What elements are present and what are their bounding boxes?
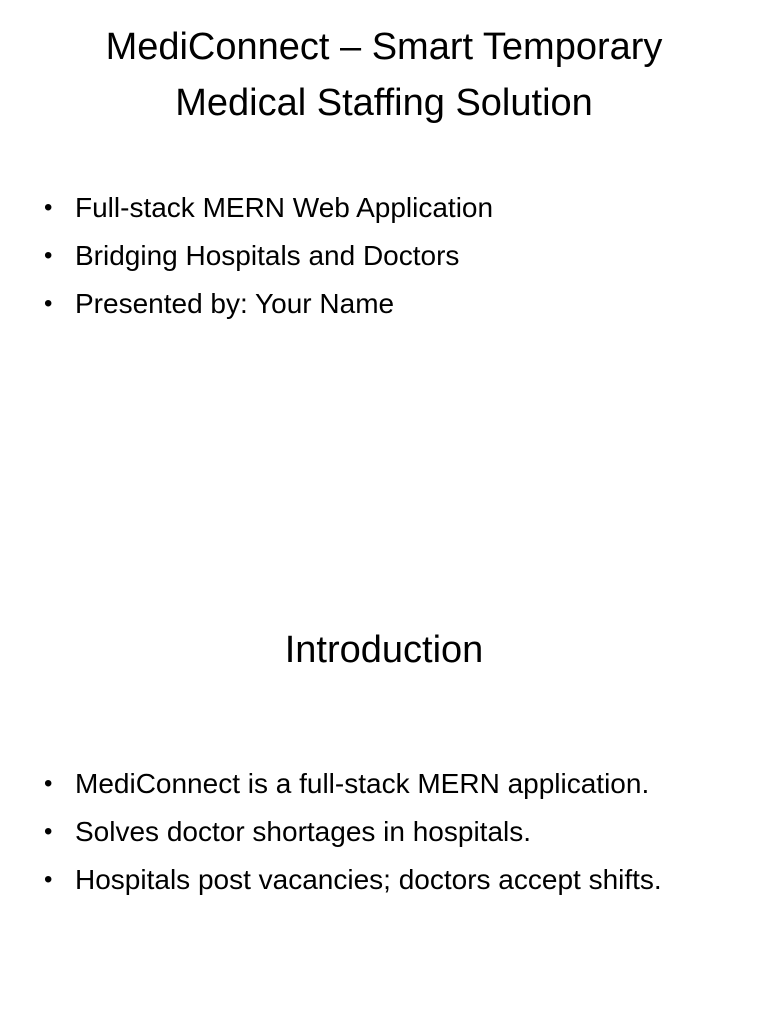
bullet-dot-icon: • bbox=[44, 290, 53, 317]
bullet-dot-icon: • bbox=[44, 818, 53, 845]
bullet-item bbox=[40, 232, 740, 280]
bullet-text: Full-stack MERN Web Application bbox=[75, 192, 494, 223]
bullet-list bbox=[40, 760, 740, 904]
title-line-2: Medical Staffing Solution bbox=[175, 82, 593, 124]
bullet-dot-icon: • bbox=[44, 194, 53, 221]
bullet-text: Bridging Hospitals and Doctors bbox=[75, 240, 460, 271]
bullet-item bbox=[40, 280, 740, 328]
bullet-item bbox=[40, 760, 740, 808]
bullet-item bbox=[40, 184, 740, 232]
title-line-1: MediConnect – Smart Temporary bbox=[105, 26, 663, 68]
bullet-text: Presented by: Your Name bbox=[75, 288, 395, 319]
bullet-item bbox=[40, 856, 740, 904]
bullet-item bbox=[40, 808, 740, 856]
bullet-dot-icon: • bbox=[44, 242, 53, 269]
bullet-text: Solves doctor shortages in hospitals. bbox=[75, 816, 532, 847]
introduction-slide bbox=[0, 576, 768, 1024]
bullet-dot-icon: • bbox=[44, 866, 53, 893]
bullet-text: Hospitals post vacancies; doctors accept shifts. bbox=[75, 864, 662, 895]
bullet-dot-icon: • bbox=[44, 770, 53, 797]
bullet-list bbox=[40, 184, 740, 328]
slide-title: Introduction bbox=[284, 629, 484, 671]
bullet-text: MediConnect is a full-stack MERN application. bbox=[75, 768, 650, 799]
slide-title bbox=[40, 19, 728, 131]
